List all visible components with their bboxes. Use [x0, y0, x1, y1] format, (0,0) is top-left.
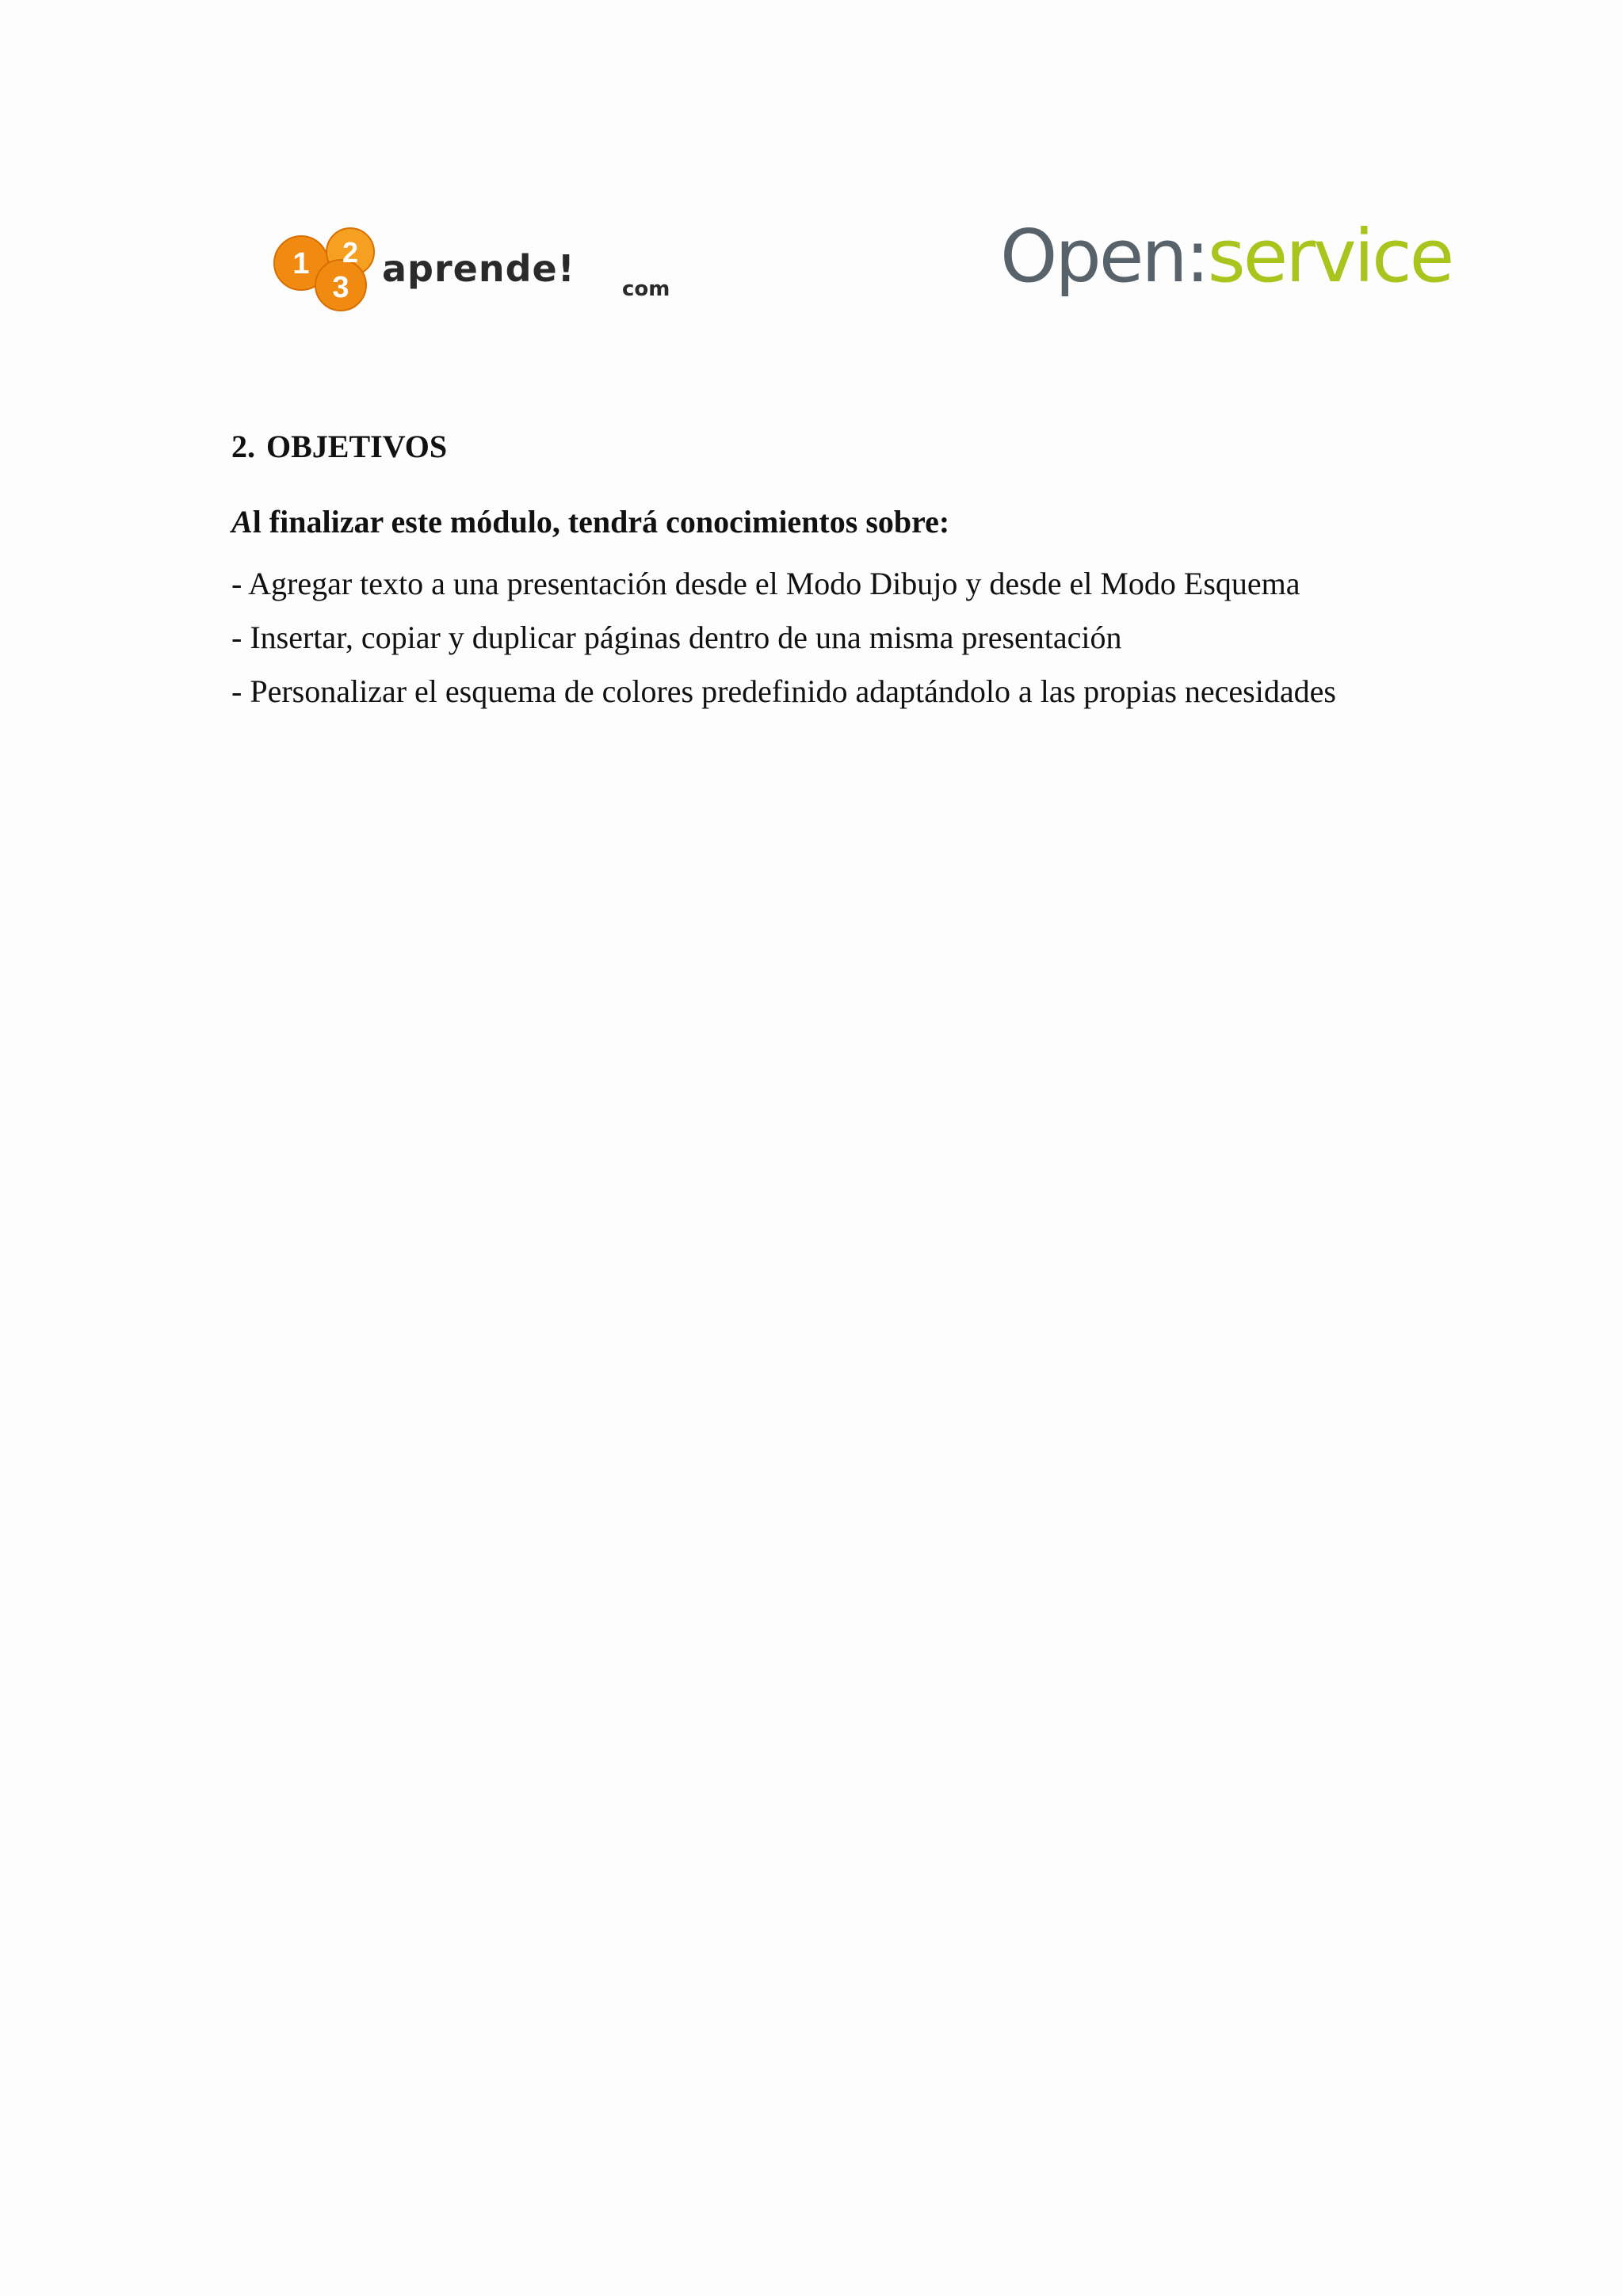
objectives-list	[231, 557, 1336, 719]
openservice-service: service	[1207, 214, 1453, 299]
aprende-suffix: com	[622, 277, 670, 301]
objective-item: - Agregar texto a una presentación desde el Modo Dibujo y desde el Modo Esquema	[231, 566, 1300, 601]
section-title: OBJETIVOS	[266, 429, 448, 464]
aprende-logo-graphic	[269, 226, 682, 313]
objective-item: - Personalizar el esquema de colores predefinido adaptándolo a las propias necesidades	[231, 673, 1336, 709]
intro-first-letter: A	[231, 504, 253, 540]
digit-one: 1	[292, 247, 310, 280]
aprende-logo	[269, 226, 682, 313]
openservice-open: Open	[1000, 214, 1186, 299]
openservice-colon: :	[1185, 214, 1208, 299]
digit-three: 3	[332, 271, 349, 304]
objective-item: - Insertar, copiar y duplicar páginas dentro de una misma presentación	[231, 620, 1122, 655]
intro-text	[231, 503, 949, 540]
intro-rest: l finalizar este módulo, tendrá conocimientos sobre:	[252, 504, 950, 540]
openservice-logo	[1000, 214, 1453, 307]
section-number: 2.	[231, 429, 255, 464]
section-heading	[231, 428, 447, 465]
digit-two: 2	[342, 236, 359, 269]
aprende-wordmark: aprende!	[382, 247, 575, 290]
openservice-wordmark	[1000, 214, 1453, 299]
